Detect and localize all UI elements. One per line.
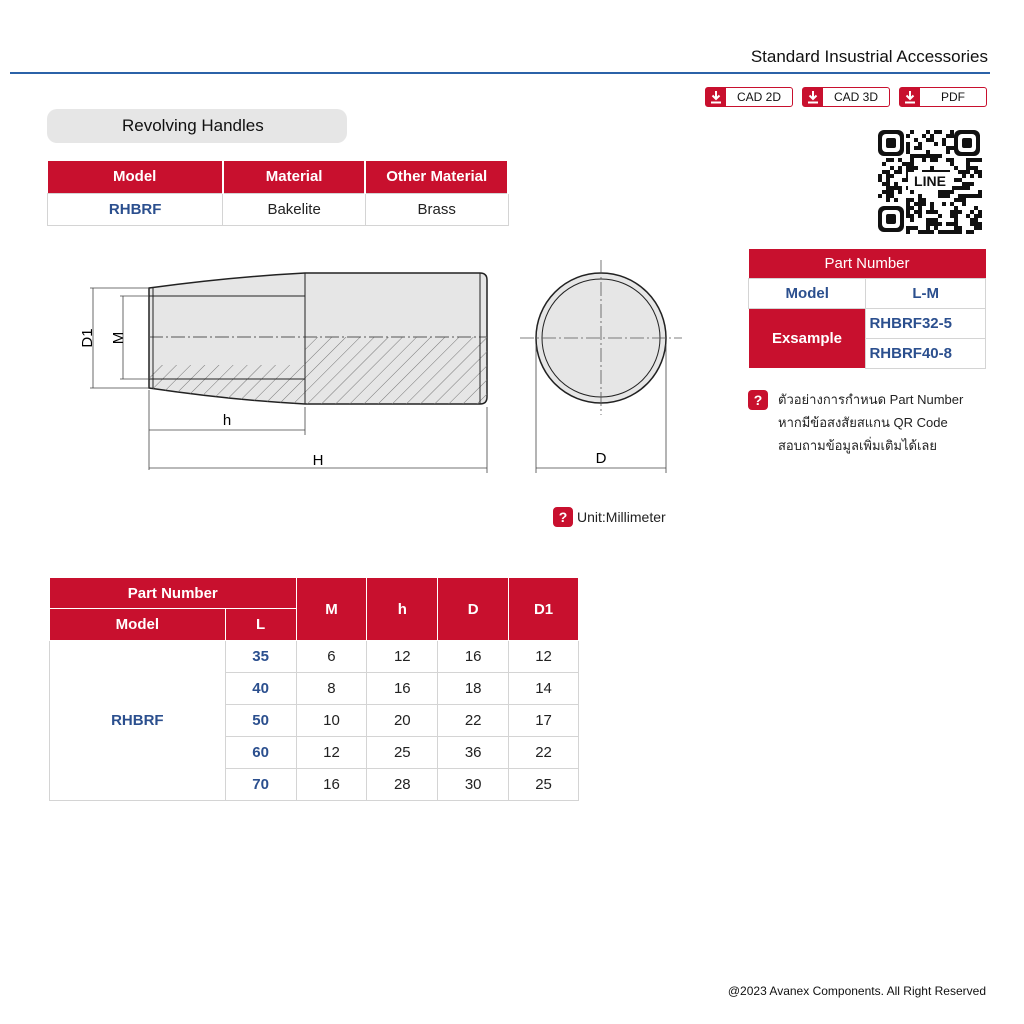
note-line: หากมีข้อสงสัยสแกน QR Code (778, 415, 948, 430)
dims-model: RHBRF (50, 641, 226, 801)
material-table (47, 161, 509, 226)
dims-part-number-header: Part Number (50, 578, 297, 609)
part-number-example-label: Exsample (749, 308, 866, 368)
question-icon: ? (748, 390, 768, 410)
header-divider (10, 72, 990, 74)
part-number-format: L-M (866, 278, 986, 308)
dimensions-table (49, 577, 579, 801)
other-material-value: Brass (365, 193, 508, 225)
part-number-table (748, 249, 986, 369)
download-cad2d-button[interactable] (705, 87, 793, 107)
dim-label-d: D (595, 450, 607, 467)
dims-l-value: 60 (225, 737, 296, 769)
dims-l-header: L (225, 609, 296, 641)
download-icon (803, 88, 823, 106)
dims-value-m: 6 (296, 641, 367, 673)
dims-col-header: D1 (509, 578, 579, 641)
dims-model-header: Model (50, 609, 226, 641)
dims-value-h: 20 (367, 705, 438, 737)
material-header-other: Other Material (365, 161, 508, 193)
download-cad2d-label: CAD 2D (736, 90, 781, 104)
part-number-title: Part Number (749, 249, 986, 278)
dims-l-value: 70 (225, 769, 296, 801)
material-header-model: Model (48, 161, 223, 193)
dim-label-m: M (110, 331, 127, 345)
part-number-example: RHBRF32-5 (866, 308, 986, 338)
dims-l-value: 35 (225, 641, 296, 673)
dims-value-h: 16 (367, 673, 438, 705)
download-cad3d-label: CAD 3D (833, 90, 878, 104)
dims-value-d: 18 (438, 673, 509, 705)
unit-note (553, 507, 666, 527)
dims-value-d1: 14 (509, 673, 579, 705)
dims-value-d1: 22 (509, 737, 579, 769)
part-number-example: RHBRF40-8 (866, 338, 986, 368)
page-header-title: Standard Insustrial Accessories (750, 47, 988, 66)
dims-value-m: 16 (296, 769, 367, 801)
material-header-material: Material (223, 161, 366, 193)
note-line: ตัวอย่างการกำหนด Part Number (778, 392, 964, 407)
dims-l-value: 40 (225, 673, 296, 705)
product-title: Revolving Handles (47, 109, 347, 143)
dims-value-d1: 25 (509, 769, 579, 801)
dims-value-h: 25 (367, 737, 438, 769)
unit-label: Unit:Millimeter (577, 509, 666, 525)
question-icon: ? (553, 507, 573, 527)
download-icon (900, 88, 920, 106)
dims-value-m: 10 (296, 705, 367, 737)
dim-label-h: h (222, 412, 232, 429)
footer-copyright: @2023 Avanex Components. All Right Reserved (727, 984, 986, 998)
dims-value-d1: 17 (509, 705, 579, 737)
line-qr-code[interactable] (876, 128, 982, 234)
download-icon (706, 88, 726, 106)
dim-label-d1: D1 (79, 328, 96, 348)
dims-value-d: 16 (438, 641, 509, 673)
download-pdf-label: PDF (941, 90, 965, 104)
table-row (50, 641, 579, 673)
dims-value-d: 30 (438, 769, 509, 801)
dims-col-header: M (296, 578, 367, 641)
technical-drawing (60, 255, 700, 480)
dims-value-d: 22 (438, 705, 509, 737)
download-cad3d-button[interactable] (802, 87, 890, 107)
note-line: สอบถามข้อมูลเพิ่มเติมได้เลย (778, 438, 938, 453)
dims-value-d: 36 (438, 737, 509, 769)
dims-value-d1: 12 (509, 641, 579, 673)
dim-label-big-h: H (312, 452, 324, 469)
dims-value-m: 12 (296, 737, 367, 769)
dims-col-header: h (367, 578, 438, 641)
dims-value-h: 28 (367, 769, 438, 801)
material-model: RHBRF (48, 193, 223, 225)
dims-col-header: D (438, 578, 509, 641)
dims-value-m: 8 (296, 673, 367, 705)
dims-l-value: 50 (225, 705, 296, 737)
material-value: Bakelite (223, 193, 366, 225)
download-pdf-button[interactable] (899, 87, 987, 107)
qr-line-label: LINE (914, 173, 946, 189)
dims-value-h: 12 (367, 641, 438, 673)
part-number-model-label: Model (749, 278, 866, 308)
